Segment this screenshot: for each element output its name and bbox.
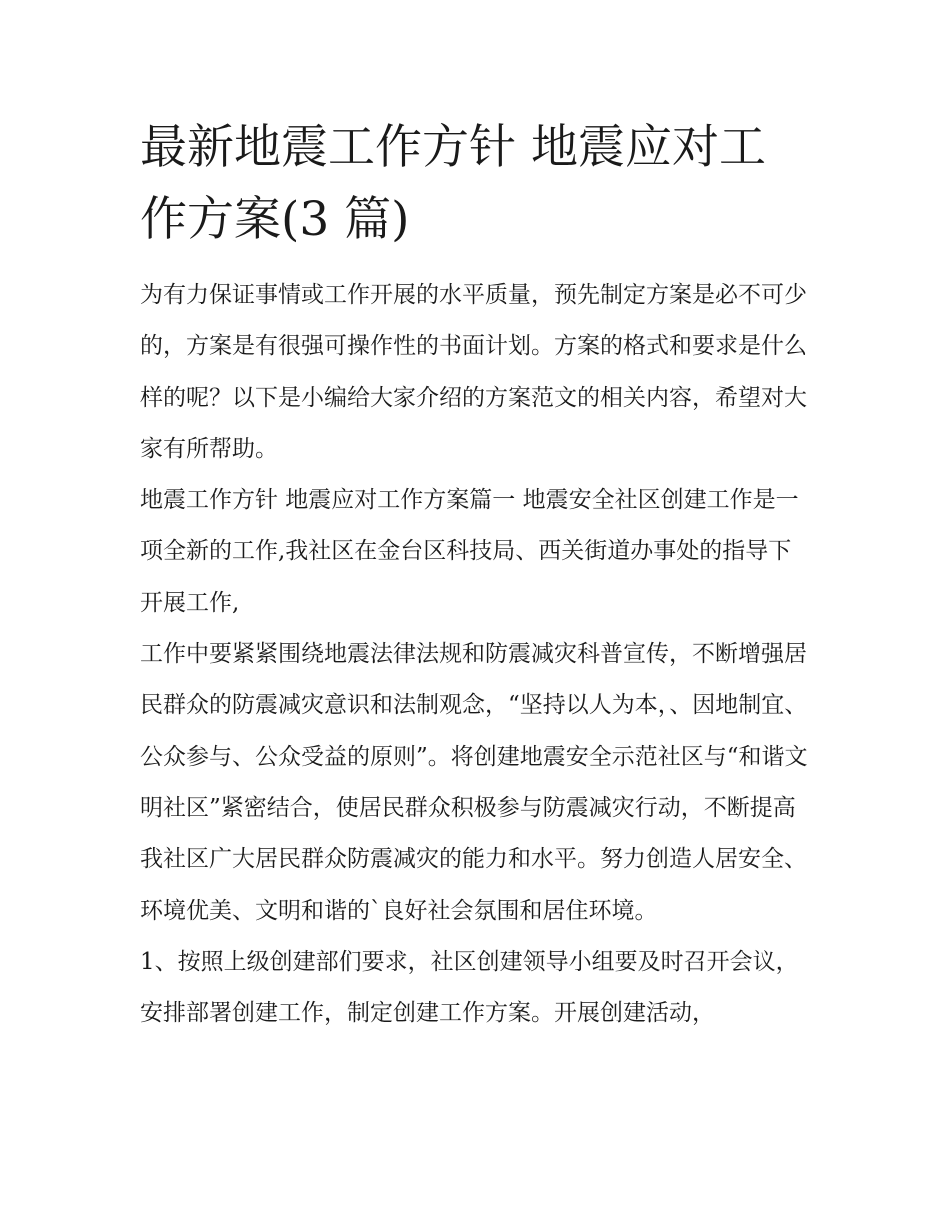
- paragraph-work-principles: 工作中要紧紧围绕地震法律法规和防震减灾科普宣传，不断增强居民群众的防震减灾意识和法制观念，“坚持以人为本，、因地制宜、公众参与、公众受益的原则”。将创建地震安全示范社区与“和谐文明社区”紧密结合，使居民群众积极参与防震减灾行动，不断提高我社区广大居民群众防震减灾的能力和水平。努力创造人居安全、环境优美、文明和谐的`良好社会氛围和居住环境。: [140, 641, 808, 924]
- document-body: [140, 112, 812, 1039]
- paragraph-item-1: 1、按照上级创建部们要求，社区创建领导小组要及时召开会议，安排部署创建工作，制定创建工作方案。开展创建活动，: [140, 948, 799, 1027]
- paragraph-intro: 为有力保证事情或工作开展的水平质量，预先制定方案是必不可少的，方案是有很强可操作性的书面计划。方案的格式和要求是什么样的呢？以下是小编给大家介绍的方案范文的相关内容，希望对大家有所帮助。: [140, 282, 807, 462]
- paragraph-section-1-opening: 地震工作方针 地震应对工作方案篇一 地震安全社区创建工作是一项全新的工作,我社区在金台区科技局、西关街道办事处的指导下开展工作,: [140, 487, 799, 616]
- document-title: 最新地震工作方针 地震应对工作方案(3 篇): [140, 120, 766, 247]
